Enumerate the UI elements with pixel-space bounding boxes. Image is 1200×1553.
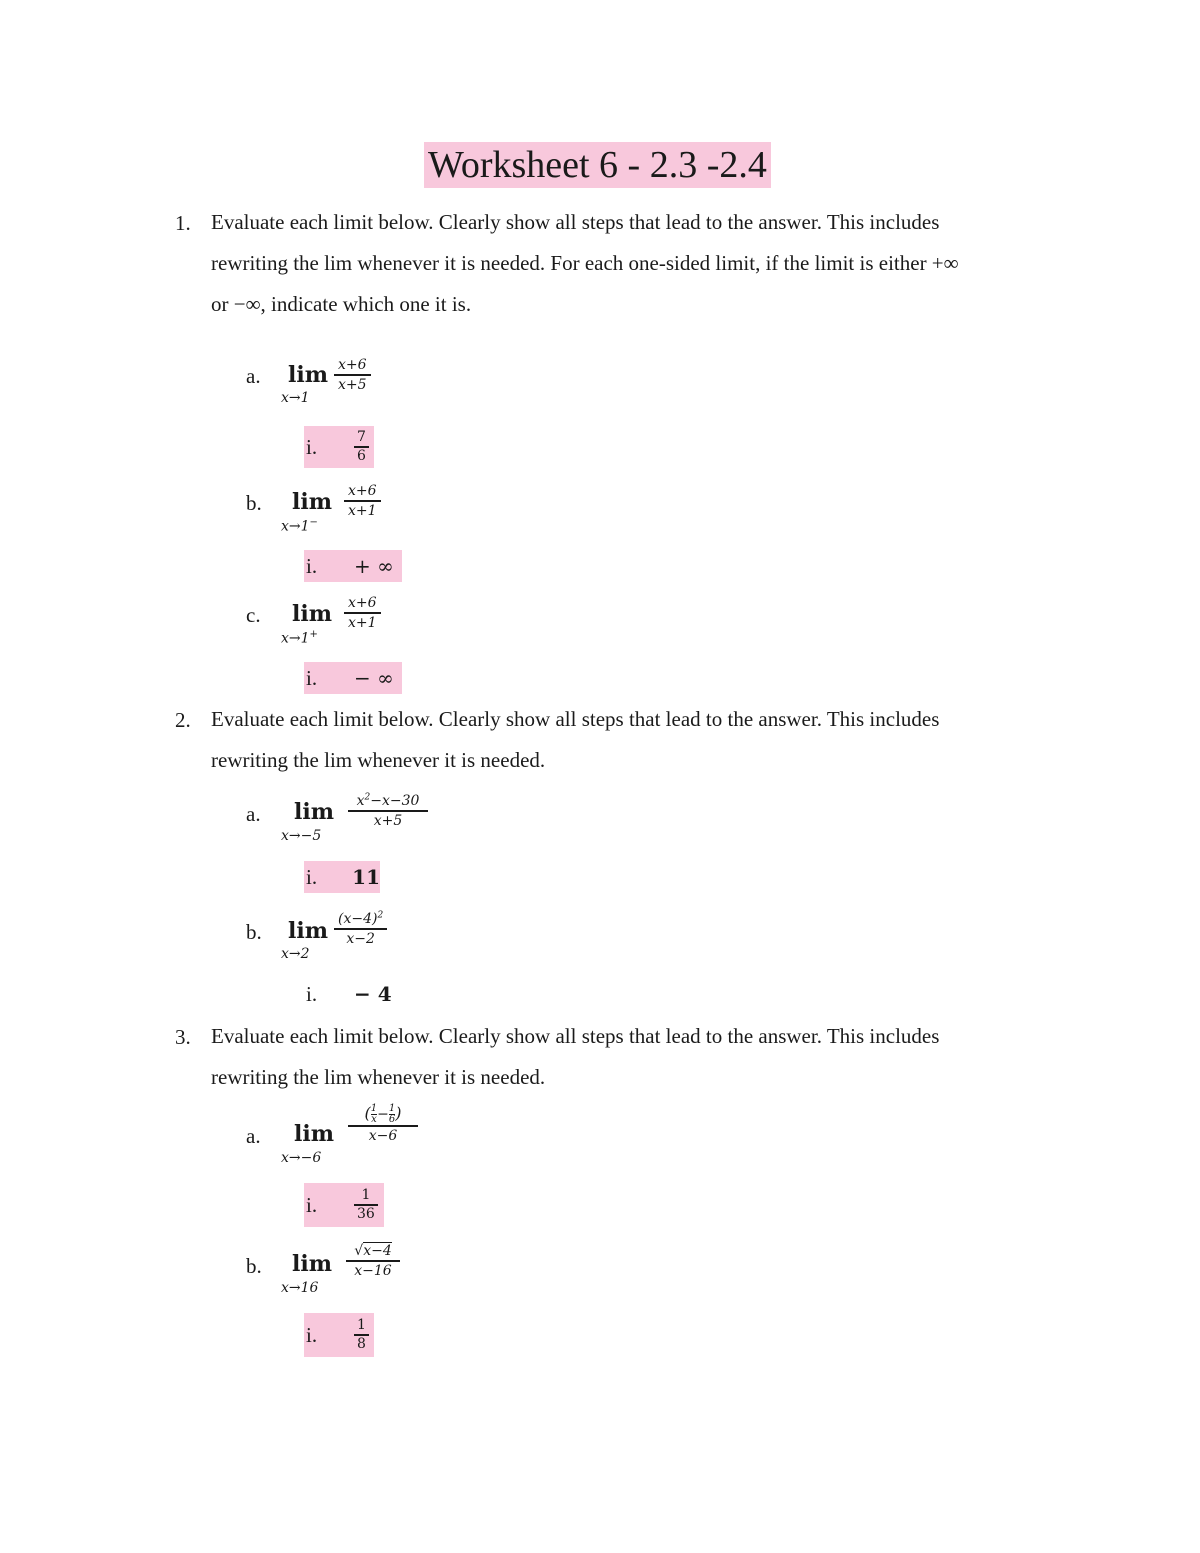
question-1-line-1: Evaluate each limit below. Clearly show all steps that lead to the answer. This includes xyxy=(211,210,940,234)
q2a-answer xyxy=(304,861,380,893)
q3b-denominator: x−16 xyxy=(346,1260,400,1280)
q1c-lim: lim xyxy=(292,601,332,627)
q1a-label: a. xyxy=(246,364,261,388)
q2b-approach: x→2 xyxy=(281,946,310,962)
q3b-approach: x→16 xyxy=(281,1280,319,1296)
q1c-answer-value: − ∞ xyxy=(354,666,394,690)
q1c-numerator: x+6 xyxy=(348,595,377,611)
q3a-lim: lim xyxy=(294,1121,334,1147)
q3a-inner-fraction-2: $\frac{1}{6}$ xyxy=(388,1103,396,1125)
q1c-approach: x→1+ xyxy=(281,629,318,647)
question-1-number: 1. xyxy=(175,211,191,235)
q1c-label: c. xyxy=(246,603,261,627)
q2a-answer-label: i. xyxy=(306,864,318,889)
q2a-label: a. xyxy=(246,802,261,826)
q1b-fraction xyxy=(346,482,379,520)
question-3-line-2: rewriting the lim whenever it is needed. xyxy=(211,1065,546,1089)
q2a-approach: x→−5 xyxy=(281,828,322,844)
q1c-denominator: x+1 xyxy=(344,612,381,632)
q2b-answer xyxy=(304,978,402,1010)
q3b-lim: lim xyxy=(292,1251,332,1277)
q1c-fraction xyxy=(346,594,379,632)
q3b-answer xyxy=(304,1313,374,1357)
q1c-side: + xyxy=(309,629,318,640)
q1b-side: − xyxy=(309,517,318,528)
q3a-answer-label: i. xyxy=(306,1192,318,1217)
q3b-answer-label: i. xyxy=(306,1322,318,1347)
q3b-answer-num: 1 xyxy=(357,1317,366,1333)
q1a-approach: x→1 xyxy=(281,390,310,406)
q1b-lim: lim xyxy=(292,489,332,515)
q2a-lim: lim xyxy=(294,799,334,825)
q3a-numerator: ( $\frac{1}{x}$ − $\frac{1}{6}$ ) xyxy=(364,1103,402,1125)
q1a-answer-label: i. xyxy=(306,434,318,459)
q1b-label: b. xyxy=(246,491,262,515)
q1c-answer xyxy=(304,662,402,694)
question-1-text xyxy=(211,202,959,325)
q2b-lim: lim xyxy=(288,918,328,944)
q3a-answer-num: 1 xyxy=(361,1187,371,1203)
q3b-answer-den: 8 xyxy=(354,1334,369,1353)
q1b-approach: x→1− xyxy=(281,517,318,535)
question-2-number: 2. xyxy=(175,708,191,732)
q3a-inner-fraction-1: $\frac{1}{x}$ xyxy=(370,1103,378,1125)
question-2-text xyxy=(211,699,939,781)
q3a-answer-den: 36 xyxy=(354,1204,378,1223)
q2a-answer-value: 11 xyxy=(352,865,380,889)
q3a-label: a. xyxy=(246,1124,261,1148)
question-3-line-1: Evaluate each limit below. Clearly show all steps that lead to the answer. This includes xyxy=(211,1024,940,1048)
question-2-line-2: rewriting the lim whenever it is needed. xyxy=(211,748,546,772)
question-3-number: 3. xyxy=(175,1025,191,1049)
q2b-numerator: $(x-4)^2$ xyxy=(338,910,384,927)
q2b-label: b. xyxy=(246,920,262,944)
q2b-answer-label: i. xyxy=(306,981,318,1006)
q1b-denominator: x+1 xyxy=(344,500,381,520)
question-1-line-3: or −∞, indicate which one it is. xyxy=(211,292,472,316)
q3b-fraction xyxy=(346,1242,400,1280)
q1b-numerator: x+6 xyxy=(348,483,377,499)
q1c-answer-label: i. xyxy=(306,665,318,690)
q1b-answer xyxy=(304,550,402,582)
page-title: Worksheet 6 - 2.3 -2.4 xyxy=(424,142,771,188)
sqrt-icon: √ xyxy=(354,1243,364,1259)
question-2-line-1: Evaluate each limit below. Clearly show all steps that lead to the answer. This includes xyxy=(211,707,940,731)
q3a-denominator: x−6 xyxy=(348,1125,418,1145)
q2b-denominator: x−2 xyxy=(334,928,387,948)
q1b-answer-label: i. xyxy=(306,553,318,578)
q3b-numerator: √x−4 xyxy=(354,1243,392,1259)
question-1-line-2: rewriting the lim whenever it is needed. For each one-sided limit, if the limit is either +∞ xyxy=(211,251,959,275)
q3a-fraction xyxy=(348,1104,418,1145)
q2a-denominator: x+5 xyxy=(348,810,428,830)
q1b-answer-value: + ∞ xyxy=(354,554,394,578)
q3a-answer xyxy=(304,1183,384,1227)
question-3-text xyxy=(211,1016,939,1098)
q2b-fraction xyxy=(336,910,385,948)
q1a-answer-den: 6 xyxy=(354,446,369,465)
q2a-numerator: $x^2-x-30$ xyxy=(356,792,420,809)
q3b-label: b. xyxy=(246,1254,262,1278)
q1a-denominator: x+5 xyxy=(334,374,371,394)
q1a-numerator: x+6 xyxy=(338,357,367,373)
q1a-lim: lim xyxy=(288,362,328,388)
q1a-answer-num: 7 xyxy=(357,429,366,445)
q3a-approach: x→−6 xyxy=(281,1150,322,1166)
q2b-answer-value: − 4 xyxy=(354,982,392,1006)
q1a-answer xyxy=(304,426,374,468)
q2a-fraction xyxy=(348,792,428,830)
q1a-fraction xyxy=(336,356,369,394)
